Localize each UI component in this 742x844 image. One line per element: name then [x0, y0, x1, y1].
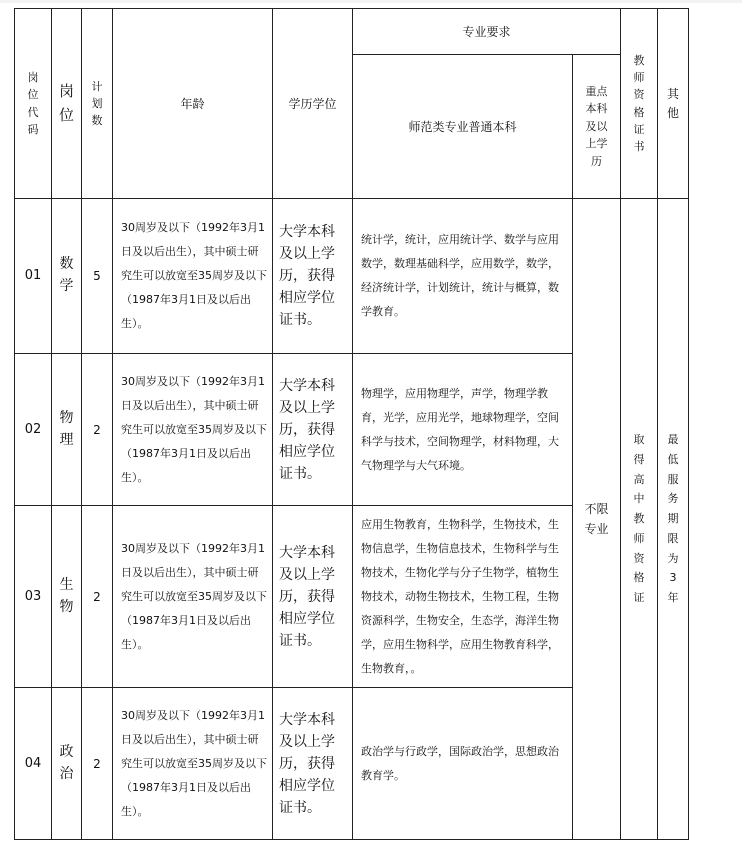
header-post: 岗位: [52, 9, 82, 199]
post-name-cell: 物理: [52, 354, 82, 506]
header-other: 其他: [658, 9, 689, 199]
post-name-cell: 数学: [52, 199, 82, 354]
key-major-value-cell: 不限专业: [573, 199, 621, 840]
table-row: [15, 199, 689, 354]
header-education: 学历学位: [273, 9, 353, 199]
post-name-cell: 生物: [52, 506, 82, 688]
post-name-cell: 政治: [52, 688, 82, 840]
plan-count-cell: 2: [82, 688, 113, 840]
header-teacher-cert: 教师资格证书: [621, 9, 658, 199]
major-requirement-cell: 应用生物教育，生物科学，生物技术，生物信息学，生物信息技术，生物科学与生物技术，生物化学与分子生物学，植物生物技术，动物生物技术，生物工程，生物资源科学，生物安全，生态学，海洋生物学，应用生物科学，应用生物教育科学，生物教育，。: [353, 506, 573, 688]
header-major-requirement: 专业要求: [353, 9, 621, 55]
age-requirement-cell: 30周岁及以下（1992年3月1日及以后出生），其中硕士研究生可以放宽至35周岁及以下（1987年3月1日及以后出生）。: [113, 199, 273, 354]
education-requirement-cell: 大学本科及以上学历，获得相应学位证书。: [273, 354, 353, 506]
post-code-cell: 03: [15, 506, 52, 688]
plan-count-cell: 2: [82, 354, 113, 506]
major-requirement-cell: 统计学，统计，应用统计学、数学与应用数学，数理基础科学，应用数学，数学，经济统计学，计划统计，统计与概算，数学教育。: [353, 199, 573, 354]
teacher-cert-value-cell: 取得高中教师资格证: [621, 199, 658, 840]
recruitment-table: [14, 8, 689, 840]
education-requirement-cell: 大学本科及以上学历，获得相应学位证书。: [273, 506, 353, 688]
age-requirement-cell: 30周岁及以下（1992年3月1日及以后出生），其中硕士研究生可以放宽至35周岁及以下（1987年3月1日及以后出生）。: [113, 506, 273, 688]
post-code-cell: 01: [15, 199, 52, 354]
major-requirement-cell: 物理学，应用物理学，声学，物理学教育，光学，应用光学，地球物理学，空间科学与技术，空间物理学，材料物理，大气物理学与大气环境。: [353, 354, 573, 506]
age-requirement-cell: 30周岁及以下（1992年3月1日及以后出生），其中硕士研究生可以放宽至35周岁及以下（1987年3月1日及以后出生）。: [113, 354, 273, 506]
header-post-code: 岗位代码: [15, 9, 52, 199]
header-age: 年龄: [113, 9, 273, 199]
post-code-cell: 04: [15, 688, 52, 840]
header-key-major: 重点本科及以上学历: [573, 55, 621, 199]
education-requirement-cell: 大学本科及以上学历，获得相应学位证书。: [273, 199, 353, 354]
age-requirement-cell: 30周岁及以下（1992年3月1日及以后出生），其中硕士研究生可以放宽至35周岁及以下（1987年3月1日及以后出生）。: [113, 688, 273, 840]
plan-count-cell: 2: [82, 506, 113, 688]
page-top-edge: [0, 0, 742, 3]
plan-count-cell: 5: [82, 199, 113, 354]
major-requirement-cell: 政治学与行政学，国际政治学，思想政治教育学。: [353, 688, 573, 840]
header-plan-count: 计划数: [82, 9, 113, 199]
header-normal-major: 师范类专业普通本科: [353, 55, 573, 199]
post-code-cell: 02: [15, 354, 52, 506]
other-value-cell: 最低服务期限为3年: [658, 199, 689, 840]
education-requirement-cell: 大学本科及以上学历，获得相应学位证书。: [273, 688, 353, 840]
